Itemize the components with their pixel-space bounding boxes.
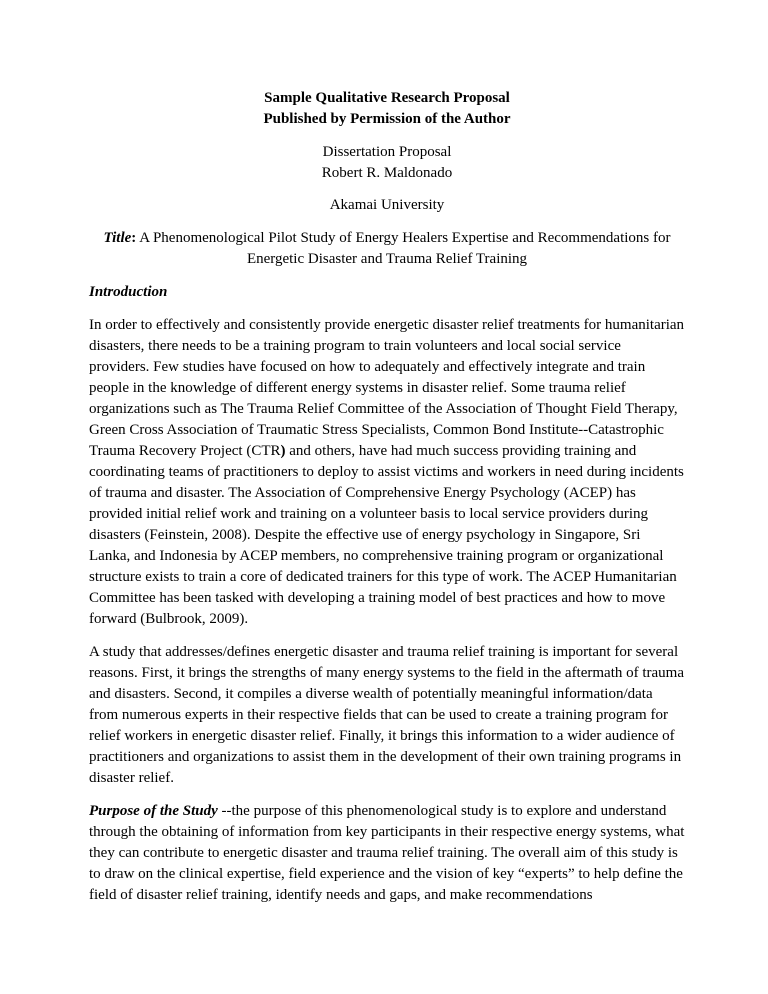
document-content	[89, 88, 685, 906]
proposal-title	[89, 228, 685, 270]
title-colon: :	[131, 230, 137, 246]
intro-p1-rest: and others, have had much success providing training and coordinating teams of practitioners to deploy to assist victims and workers in need during incidents of trauma and disaster. The Association of Comprehensive Energy Psychology (ACEP) has provided initial relief work and training on a volunteer basis to local service providers during disasters (Feinstein, 2008). Despite the effective use of energy psychology in Singapore, Sri Lanka, and Indonesia by ACEP members, no comprehensive training program or organizational structure exists to train a core of dedicated trainers for this type of work. The ACEP Humanitarian Committee has been tasked with developing a training model of best practices and how to move forward (Bulbrook, 2009).	[89, 443, 684, 627]
doc-type: Dissertation Proposal	[322, 144, 452, 160]
introduction-paragraph-1	[89, 315, 685, 630]
purpose-text: --the purpose of this phenomenological study is to explore and understand through the obtaining of information from key participants in their respective energy systems, what they can contribute to energetic disaster and trauma relief training. The overall aim of this study is to draw on the clinical expertise, field experience and the vision of key “experts” to help define the field of disaster relief training, identify needs and gaps, and make recommendations	[89, 803, 685, 903]
title-label: Title	[103, 230, 132, 246]
header-line-2: Published by Permission of the Author	[263, 111, 511, 127]
title-text: A Phenomenological Pilot Study of Energy Healers Expertise and Recommendations for Energetic Disaster and Trauma Relief Training	[136, 230, 671, 267]
author-name: Robert R. Maldonado	[321, 165, 453, 181]
purpose-paragraph	[89, 801, 685, 906]
intro-p1-text: In order to effectively and consistently provide energetic disaster relief treatments for humanitarian disasters, there needs to be a training program to train volunteers and local social service providers. Few studies have focused on how to adequately and effectively integrate and train people in the knowledge of different energy systems in disaster relief. Some trauma relief organizations such as The Trauma Relief Committee of the Association of Thought Field Therapy, Green Cross Association of Traumatic Stress Specialists, Common Bond Institute--Catastrophic Trauma Recovery Project (CTR	[89, 317, 685, 459]
introduction-paragraph-2: A study that addresses/defines energetic disaster and trauma relief training is important for several reasons. First, it brings the strengths of many energy systems to the field in the aftermath of trauma and disasters. Second, it compiles a diverse wealth of potentially meaningful information/data from numerous experts in their respective fields that can be used to create a training program for relief workers in energetic disaster relief. Finally, it brings this information to a wider audience of practitioners and organizations to assist them in the development of their own training programs in disaster relief.	[89, 644, 685, 786]
intro-p1-bold-paren: )	[280, 443, 286, 459]
university-name: Akamai University	[329, 197, 445, 213]
purpose-heading: Purpose of the Study	[89, 803, 218, 819]
header-line-1: Sample Qualitative Research Proposal	[264, 90, 510, 106]
introduction-heading: Introduction	[89, 284, 168, 300]
